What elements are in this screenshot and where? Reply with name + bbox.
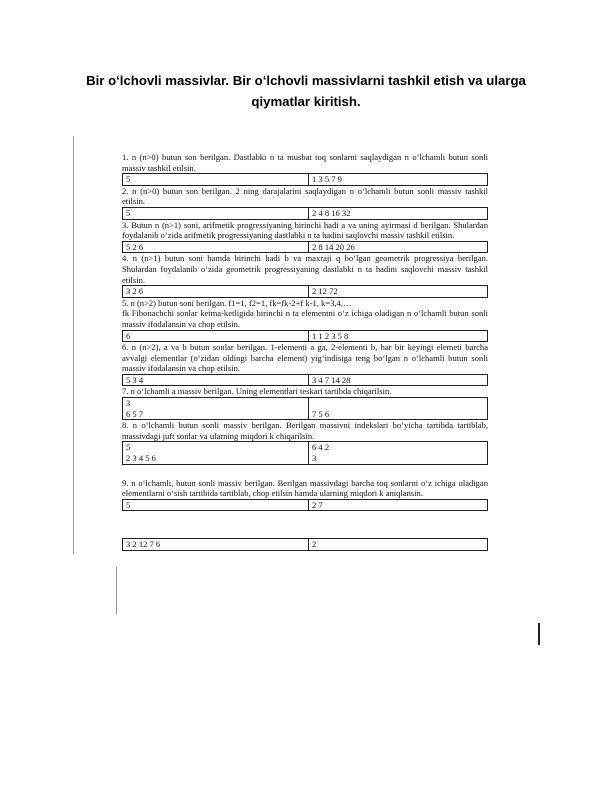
task-block <box>122 386 488 420</box>
input-value: 3 2 6 <box>126 286 144 297</box>
input-value: 5 <box>126 207 131 218</box>
task-text: 4. n (n>1) butun soni hamda birinchi hadi b va maxraji q boʻlgan geometrik progressiya berilgan. Shulardan foydalanib oʻzida geometrik progressiyaning dastlabki n ta hadini saqlovchi massiv tashkil etilsin. <box>122 253 488 285</box>
input-cell <box>123 208 309 219</box>
input-cell <box>123 286 309 297</box>
io-table <box>122 374 488 387</box>
text-cursor <box>538 623 540 645</box>
task-block <box>122 186 488 220</box>
input-cell <box>123 398 309 419</box>
input-cell <box>123 539 309 550</box>
input-value: 5 2 6 <box>126 241 144 252</box>
input-value: 6 5 7 <box>126 408 144 419</box>
output-value: 6 4 2 <box>312 442 330 453</box>
task-block <box>122 152 488 186</box>
task-block <box>122 253 488 297</box>
input-value: 5 <box>126 174 131 185</box>
output-cell <box>309 174 489 185</box>
task-block <box>122 342 488 386</box>
task-block <box>122 220 488 254</box>
task-block <box>122 298 488 342</box>
task-text: 3. Butun n (n>1) soni, arifmetik progressiyaning birinchi hadi a va uning ayirmasi d berilgan. Shulardan foydalanib oʻzida arifmetik progressiyaning dastlabki n ta hadini saqlovchi massiv tashkil etilsin. <box>122 219 488 241</box>
input-value: 5 3 4 <box>126 374 144 385</box>
output-value: 3 <box>312 453 317 464</box>
task-text: 5. n (n>2) butun soni berilgan. f1=1, f2=1, fk=fk-2+f k-1, k=3,4,… <box>122 297 352 308</box>
output-cell <box>309 442 489 463</box>
task-text: 7. n oʻlchamli a massiv berilgan. Uning elementlari teskari tartibda chiqarilsin. <box>122 386 392 397</box>
output-value: 2 12 72 <box>312 286 338 297</box>
output-value: 7 5 6 <box>312 408 330 419</box>
io-table <box>122 441 488 464</box>
output-value: 2 8 14 20 26 <box>312 241 355 252</box>
io-table <box>122 538 488 551</box>
output-value: 2 <box>312 539 317 550</box>
task-text: 1. n (n>0) butun son berilgan. Dastlabki n ta musbat toq sonlarni saqlaydigan n oʻlchamli butun sonli massiv tashkil etilsin. <box>122 152 488 173</box>
output-cell <box>309 208 489 219</box>
input-value: 3 <box>126 398 131 409</box>
output-cell <box>309 398 489 419</box>
input-cell <box>123 174 309 185</box>
task-text: 6. n (n>2), a va b butun sonlar berilgan. 1-elementi a ga, 2-elementi b, har bir keyingi elemeti barcha avvalgi elementlar (oʻzidan oldingi barcha element) yigʻindisiga teng boʻlgan n oʻlchamli butun sonli massiv ifodalansin va chop etilsin. <box>122 342 488 374</box>
input-cell <box>123 242 309 253</box>
input-value: 3 2 12 7 6 <box>126 539 161 550</box>
io-table <box>122 330 488 343</box>
margin-line <box>116 566 117 614</box>
output-value: 3 4 7 14 28 <box>312 374 351 385</box>
io-table <box>122 241 488 254</box>
input-value: 2 3 4 5 6 <box>126 453 156 464</box>
margin-line <box>73 136 74 554</box>
input-cell <box>123 442 309 463</box>
task-list <box>122 152 488 551</box>
page-title: Bir oʻlchovli massivlar. Bir oʻlchovli massivlarni tashkil etish va ularga qiymatlar kiritish. <box>86 73 526 109</box>
output-value: 1 3 5 7 9 <box>312 174 342 185</box>
input-cell <box>123 500 309 511</box>
output-cell <box>309 242 489 253</box>
input-value: 6 <box>126 330 131 341</box>
task-text: 9. n oʻlchamli, butun sonli massiv berilgan. Berilgan massivdagi barcha toq sonlarni oʻz ichiga oladigan elementlarni oʻsish tartibida tartiblab, chop etilsin hamda ularning miqdori k aniqlansin. <box>122 477 488 499</box>
output-cell <box>309 331 489 342</box>
input-value: 5 <box>126 499 131 510</box>
task-text: fk Fibonachchi sonlar ketma-ketligida birinchi n ta elementni oʻz ichiga oladigan n oʻlchamli butun sonli massiv ifodalansin va chop etilsin. <box>122 308 488 329</box>
task-block <box>122 420 488 464</box>
output-cell <box>309 539 489 550</box>
task-block <box>122 538 488 551</box>
input-value: 5 <box>126 442 131 453</box>
io-table <box>122 397 488 420</box>
output-value: 2 4 8 16 32 <box>312 207 351 218</box>
output-value: 1 1 2 3 5 8 <box>312 330 349 341</box>
output-value <box>312 398 486 409</box>
output-cell <box>309 286 489 297</box>
output-cell <box>309 375 489 386</box>
output-value: 2 7 <box>312 499 323 510</box>
input-cell <box>123 375 309 386</box>
io-table <box>122 207 488 220</box>
io-table <box>122 499 488 512</box>
output-cell <box>309 500 489 511</box>
io-table <box>122 173 488 186</box>
task-block <box>122 478 488 512</box>
io-table <box>122 285 488 298</box>
task-text: 2. n (n>0) butun son berilgan. 2 ning darajalarini saqlaydigan n oʻlchamli butun sonli massiv tashkil etilsin. <box>122 185 488 207</box>
task-text: 8. n oʻlchamli butun sonli massiv berilgan. Berilgan massivni indekslari boʻyicha tartibda tartiblab, massivdagi juft sonlar va ularning miqdori k chiqarilsin. <box>122 420 488 441</box>
input-cell <box>123 331 309 342</box>
